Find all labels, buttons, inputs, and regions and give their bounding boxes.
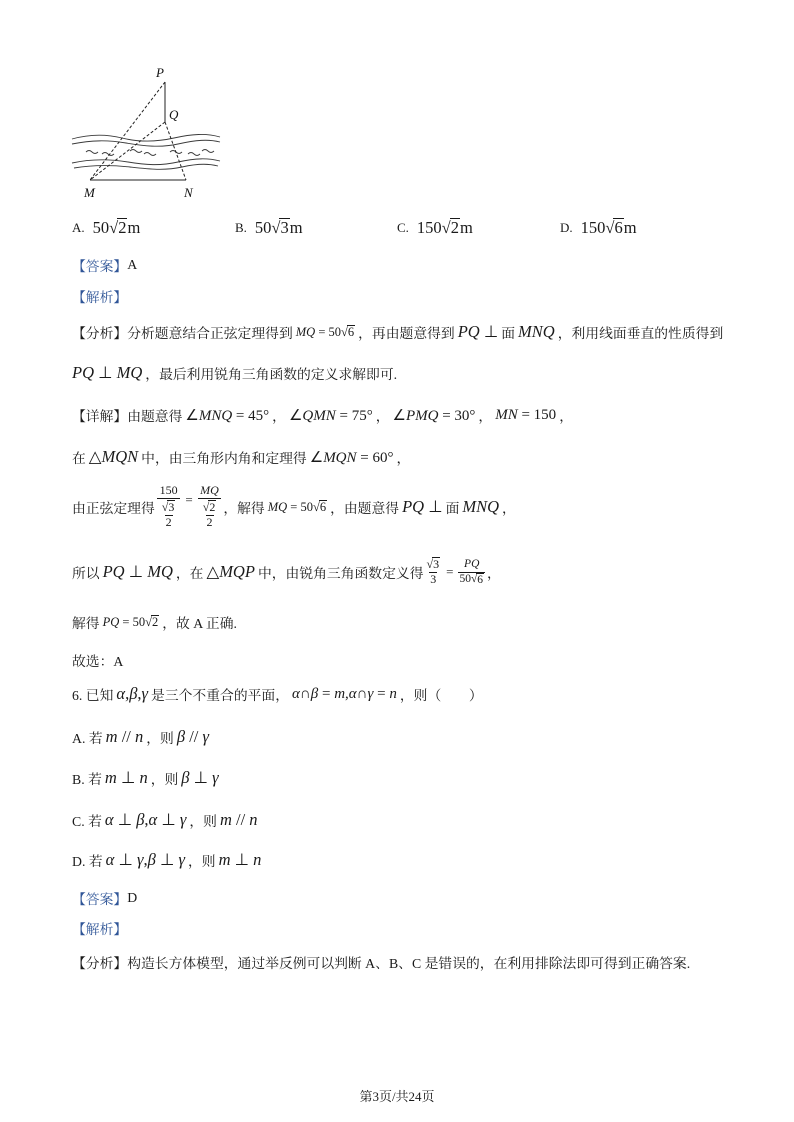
math-variable: MNQ <box>462 497 500 516</box>
text-segment: 由题意得 <box>127 409 183 424</box>
q5-detail-line-3 <box>72 479 516 535</box>
math-variable: MNQ <box>198 407 233 424</box>
text-segment: ，则 <box>150 772 179 787</box>
radicand: 6 <box>477 573 483 586</box>
math-expression: ∠QMN = 75° <box>288 407 373 424</box>
river-measurement-diagram <box>60 60 240 205</box>
fraction-denominator: 2 <box>165 514 172 529</box>
choice-letter: D. <box>560 220 573 235</box>
answer-tag: 【答案】 <box>72 259 128 274</box>
q6-option-d <box>72 849 264 871</box>
math-expression <box>515 322 558 342</box>
fraction-numerator <box>426 557 442 572</box>
math-variable: PQ <box>402 497 425 516</box>
math-variable: γ <box>212 768 219 787</box>
radical-sign: √ <box>271 218 281 237</box>
q6-answer-line <box>72 887 137 909</box>
fraction-denominator: 3 <box>430 572 437 586</box>
math-variable: MQ <box>200 483 219 498</box>
page-footer <box>0 1086 794 1108</box>
math-expression: MQ = 50√6 <box>267 499 327 514</box>
radicand: 3 <box>168 500 175 515</box>
river-wave-mark <box>130 150 142 153</box>
math-variable: α <box>116 684 126 703</box>
q5-detail-line-2 <box>72 446 410 468</box>
text-segment: ， <box>502 501 516 516</box>
math-expression: α ⊥ γ,β ⊥ γ <box>105 850 185 869</box>
point-label-n: N <box>184 185 193 200</box>
page-number: 第3页/共24页 <box>359 1089 435 1104</box>
text-segment: 由正弦定理得 <box>72 501 155 516</box>
math-variable: α <box>292 685 300 702</box>
text-segment: ，则 <box>146 731 174 746</box>
math-expression: ∠MNQ = 45° <box>185 407 270 424</box>
answer-tag: 【答案】 <box>72 892 128 907</box>
radicand: 6 <box>347 324 355 339</box>
radicand: 6 <box>319 499 327 514</box>
q6-solution-header <box>72 917 127 939</box>
text-segment: B. 若 <box>72 772 102 787</box>
math-variable: MQP <box>219 562 255 581</box>
math-variable: m <box>105 727 118 746</box>
choice-letter: B. <box>235 220 247 235</box>
text-segment: ， <box>375 409 390 424</box>
q6-option-c <box>72 809 261 831</box>
solution-tag: 【解析】 <box>72 290 128 305</box>
text-segment: ，故 A 正确. <box>162 616 237 631</box>
fraction-denominator <box>157 498 181 530</box>
math-variable: MQN <box>323 449 357 466</box>
math-variable: β <box>181 768 190 787</box>
text-segment: 分析题意结合正弦定理得到 <box>127 326 293 341</box>
text-segment: 是三个不重合的平面， <box>151 688 290 703</box>
math-variable: γ <box>178 850 185 869</box>
point-label-q: Q <box>169 107 179 122</box>
math-variable: QMN <box>302 407 336 424</box>
math-variable: n <box>253 850 262 869</box>
math-variable: γ <box>141 684 149 703</box>
math-expression <box>459 497 502 517</box>
text-segment: ， <box>272 409 286 424</box>
math-variable: α <box>104 810 114 829</box>
math-expression: m ⊥ n <box>218 850 262 869</box>
math-variable: PQ <box>464 558 480 571</box>
conclusion-text: 故选：A <box>72 654 124 669</box>
math-expression: α ⊥ β,α ⊥ γ <box>104 810 187 829</box>
choice-value: 50√3m <box>254 218 303 237</box>
equals-sign: = <box>185 492 193 507</box>
text-segment: ，则 <box>187 854 216 869</box>
math-variable: n <box>249 810 258 829</box>
math-variable: m <box>334 685 346 702</box>
point-label-m: M <box>84 185 95 200</box>
math-expression: α∩β = m,α∩γ = n <box>292 685 397 702</box>
text-segment: 面 <box>501 326 516 341</box>
radicand: 3 <box>280 218 289 237</box>
q5-detail-line-5 <box>72 611 237 633</box>
fraction-denominator: 50 √ 6 <box>459 572 483 586</box>
text-segment: 在 <box>72 451 86 466</box>
choice-letter: A. <box>72 220 85 235</box>
math-variable: α <box>148 810 158 829</box>
radicand: 3 <box>433 557 440 572</box>
text-segment: 构造长方体模型，通过举反例可以判断 A、B、C 是错误的，在利用排除法即可得到正确答案. <box>127 956 691 971</box>
math-expression: PQ ⊥ <box>402 497 443 516</box>
segment-qn-dashed <box>165 122 186 180</box>
fraction-denominator: 2 <box>206 514 213 529</box>
math-expression: ∠MQN = 60° <box>309 449 394 466</box>
radical-sign: √ <box>312 499 320 514</box>
solution-tag: 【解析】 <box>72 922 128 937</box>
q6-option-a <box>72 726 212 748</box>
radical-sign: √ <box>426 557 434 572</box>
math-variable: MNQ <box>518 322 555 341</box>
q5-detail-line-1 <box>72 404 573 426</box>
fraction-left <box>157 484 181 529</box>
text-segment: ， <box>396 451 411 466</box>
choice-a <box>72 217 140 239</box>
text-segment: 6. 已知 <box>72 688 114 703</box>
math-variable: n <box>139 768 148 787</box>
math-variable: PQ <box>102 562 125 581</box>
math-variable: β <box>176 727 186 746</box>
text-segment: 中，由三角形内角和定理得 <box>141 451 307 466</box>
fraction-denominator <box>198 498 222 530</box>
river-upper-bank-line <box>72 134 220 141</box>
analysis-tag: 【分析】 <box>72 326 128 341</box>
choice-d <box>560 217 637 239</box>
fraction-numerator <box>161 500 177 515</box>
text-segment: ，在 <box>175 566 204 581</box>
fraction-numerator <box>199 484 220 498</box>
math-variable: MQ <box>147 562 173 581</box>
math-variable: MQ <box>267 499 288 514</box>
radicand: 2 <box>118 218 127 237</box>
choice-value: 150√2m <box>416 218 473 237</box>
math-variable: PQ <box>457 322 480 341</box>
answer-value: D <box>127 890 138 905</box>
text-segment: 中，由锐角三角函数定义得 <box>257 566 424 581</box>
math-variable: α <box>348 685 357 702</box>
q5-detail-line-4 <box>72 547 501 597</box>
text-segment: ，则 <box>189 814 217 829</box>
radicand: 2 <box>209 500 216 515</box>
text-segment: A. 若 <box>72 731 103 746</box>
math-variable: PQ <box>72 363 94 382</box>
math-variable: m <box>219 810 232 829</box>
fraction-right <box>198 484 222 529</box>
river-wave-mark <box>86 151 98 154</box>
math-variable: γ <box>136 850 144 869</box>
choice-b <box>235 217 303 239</box>
text-segment: ， <box>559 409 573 424</box>
river-wave-mark <box>202 150 214 153</box>
text-segment: C. 若 <box>72 814 102 829</box>
math-expression: PQ ⊥ MQ <box>102 562 173 581</box>
math-expression: PQ = 50√2 <box>102 614 159 629</box>
text-segment: D. 若 <box>72 854 103 869</box>
nested-fraction <box>161 500 177 530</box>
fraction-numerator <box>202 500 218 515</box>
math-variable: γ <box>179 810 187 829</box>
geometry-figure <box>60 60 240 205</box>
choice-value: 50√2m <box>92 218 141 237</box>
text-segment: 解得 <box>72 616 100 631</box>
point-label-p: P <box>156 65 164 80</box>
math-expression: β ⊥ γ <box>181 768 219 787</box>
radicand: 6 <box>614 218 623 237</box>
equals-sign: = <box>446 564 454 579</box>
text-segment: ，解得 <box>223 501 265 516</box>
radical-sign: √ <box>109 218 119 237</box>
math-variable: PQ <box>102 614 120 629</box>
math-variable: MQ <box>116 363 143 382</box>
radical-sign: √ <box>441 218 451 237</box>
q6-analysis-line <box>72 951 690 973</box>
radical-sign: √ <box>145 614 152 629</box>
text-segment: ，最后利用锐角三角函数的定义求解即可. <box>145 367 398 382</box>
math-variable: β <box>310 685 319 702</box>
detail-tag: 【详解】 <box>72 409 128 424</box>
math-expression: ∠PMQ = 30° <box>392 407 476 424</box>
math-expression: △MQN <box>88 447 139 466</box>
q5-answer-line <box>72 254 137 276</box>
fraction-numerator <box>463 558 480 571</box>
math-variable: MQ <box>295 324 316 339</box>
math-variable: MQN <box>101 447 139 466</box>
math-variable: γ <box>367 685 374 702</box>
text-segment: 面 <box>445 501 460 516</box>
text-segment: 所以 <box>72 566 100 581</box>
river-lower-bank-line <box>72 159 220 165</box>
math-variable: n <box>135 727 144 746</box>
q6-option-b <box>72 767 222 789</box>
math-variable: γ <box>202 727 210 746</box>
math-variable: MN <box>495 406 518 423</box>
choice-c <box>397 217 473 239</box>
river-wave-mark <box>144 153 156 156</box>
fraction-numerator: 150 <box>159 483 178 498</box>
math-variable: n <box>389 685 397 702</box>
q5-analysis-line-1 <box>72 321 723 343</box>
radicand: 2 <box>450 218 459 237</box>
math-variable: PMQ <box>405 407 439 424</box>
river-wave-mark <box>102 153 114 156</box>
math-variable: β <box>129 684 138 703</box>
text-segment: ，利用线面垂直的性质得到 <box>557 326 724 341</box>
math-expression: MQ = 50√6 <box>295 324 355 339</box>
math-expression: △MQP <box>206 562 255 581</box>
math-variable: m <box>218 850 231 869</box>
radical-sign: √ <box>202 500 210 515</box>
math-expression: PQ ⊥ MQ <box>72 363 143 382</box>
radical-sign: √ <box>605 218 615 237</box>
math-variable: m <box>104 768 117 787</box>
q6-stem <box>72 683 483 705</box>
choice-letter: C. <box>397 220 409 235</box>
fraction-left <box>426 557 442 587</box>
text-segment: ， <box>487 566 501 581</box>
text-segment: ，由题意得 <box>330 501 400 516</box>
text-segment: ，再由题意得到 <box>358 326 455 341</box>
river <box>72 134 220 169</box>
math-expression: PQ ⊥ <box>457 322 499 341</box>
river-wave-mark <box>188 153 200 156</box>
math-expression: β // γ <box>176 727 210 746</box>
math-variable: β <box>136 810 145 829</box>
radicand: 2 <box>151 614 159 629</box>
radical-sign: √ <box>161 500 169 515</box>
q5-conclusion <box>72 649 123 671</box>
radical-sign: √ <box>341 324 348 339</box>
math-variable: α <box>105 850 115 869</box>
nested-fraction <box>202 500 218 530</box>
math-variable: β <box>147 850 156 869</box>
math-expression: m // n <box>219 810 258 829</box>
answer-value: A <box>127 257 138 272</box>
river-lower-bank-line <box>74 164 218 169</box>
math-expression: m // n <box>105 727 144 746</box>
text-segment: ， <box>478 409 493 424</box>
text-segment: ，则（ ） <box>399 688 483 703</box>
math-expression: MN = 150 <box>495 406 557 423</box>
q5-analysis-line-2 <box>72 362 397 384</box>
radical-sign: √ <box>470 572 478 585</box>
q5-solution-header <box>72 285 127 307</box>
math-expression: α,β,γ <box>116 684 149 703</box>
math-expression: m ⊥ n <box>104 768 148 787</box>
fraction-right <box>458 558 485 585</box>
choice-value: 150√6m <box>580 218 637 237</box>
analysis-tag: 【分析】 <box>72 956 128 971</box>
